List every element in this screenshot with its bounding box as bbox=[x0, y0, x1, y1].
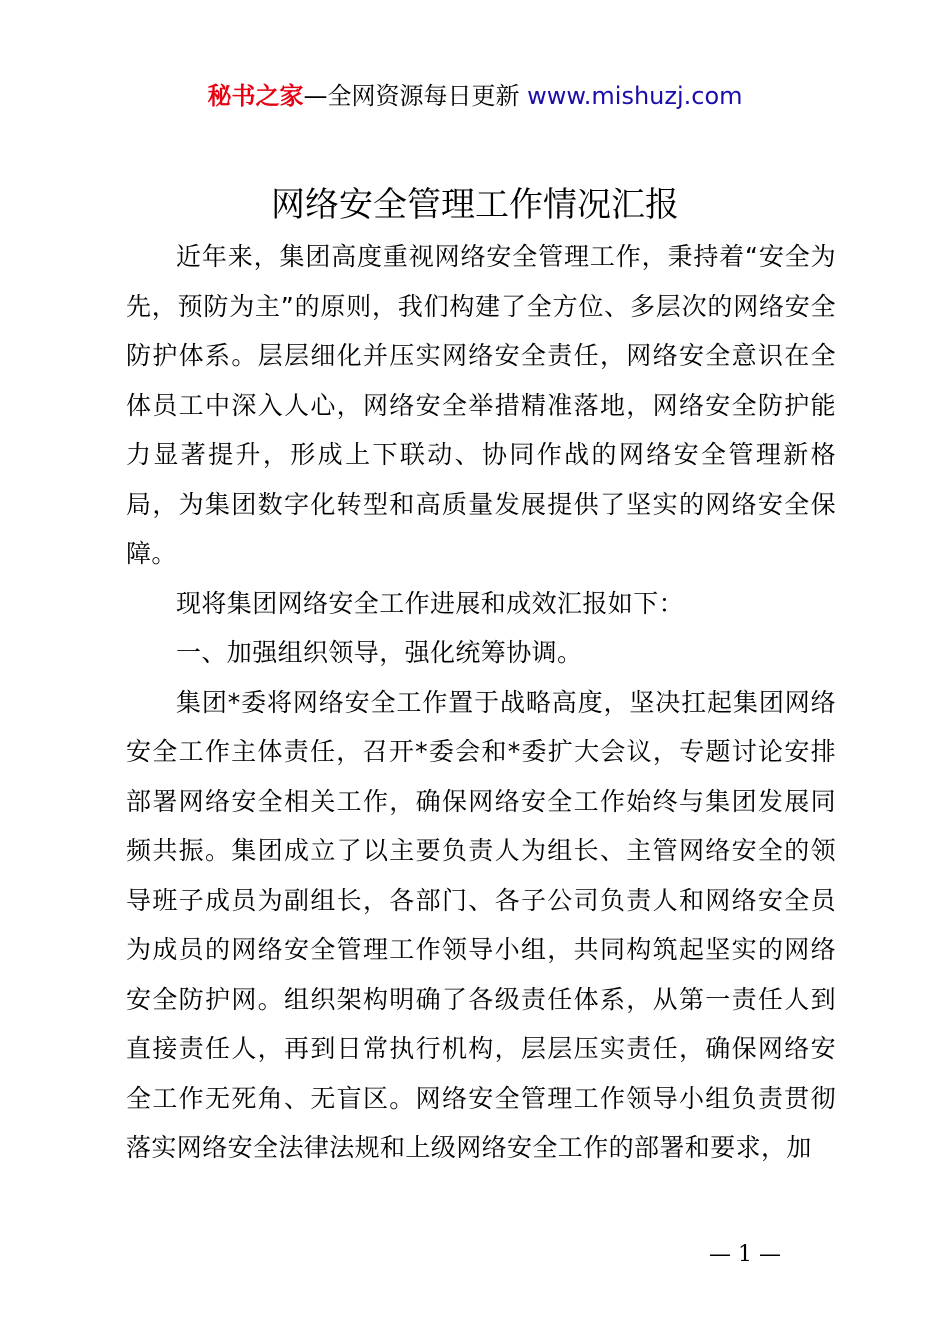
section-heading-1: 一、加强组织领导，强化统筹协调。 bbox=[176, 638, 583, 667]
document-title: 网络安全管理工作情况汇报 bbox=[271, 185, 679, 225]
paragraph-report-lead: 现将集团网络安全工作进展和成效汇报如下： bbox=[176, 588, 685, 618]
header-tagline: —全网资源每日更新 bbox=[303, 82, 520, 110]
page-number: — 1 — bbox=[709, 1242, 781, 1267]
paragraph-intro: 近年来，集团高度重视网络安全管理工作，秉持着“安全为先，预防为主”的原则，我们构建了全方位、多层次的网络安全防护体系。层层细化并压实网络安全责任，网络安全意识在全体员工中深入人心，网络安全举措精准落地，网络安全防护能力显著提升，形成上下联动、协同作战的网络安全管理新格局，为集团数字化转型和高质量发展提供了坚实的网络安全保障。 bbox=[126, 242, 836, 568]
site-url-link[interactable]: www.mishuzj.com bbox=[527, 82, 743, 110]
brand-name: 秘书之家 bbox=[207, 82, 304, 110]
paragraph-section-1: 集团*委将网络安全工作置于战略高度，坚决扛起集团网络安全工作主体责任，召开*委会和*委扩大会议，专题讨论安排部署网络安全相关工作，确保网络安全工作始终与集团发展同频共振。集团成立了以主要负责人为组长、主管网络安全的领导班子成员为副组长，各部门、各子公司负责人和网络安全员为成员的网络安全管理工作领导小组，共同构筑起坚实的网络安全防护网。组织架构明确了各级责任体系，从第一责任人到直接责任人，再到日常执行机构，层层压实责任，确保网络安全工作无死角、无盲区。网络安全管理工作领导小组负责贯彻落实网络安全法律法规和上级网络安全工作的部署和要求，加 bbox=[126, 687, 836, 1162]
page-header bbox=[0, 80, 950, 112]
document-body bbox=[126, 232, 836, 1173]
